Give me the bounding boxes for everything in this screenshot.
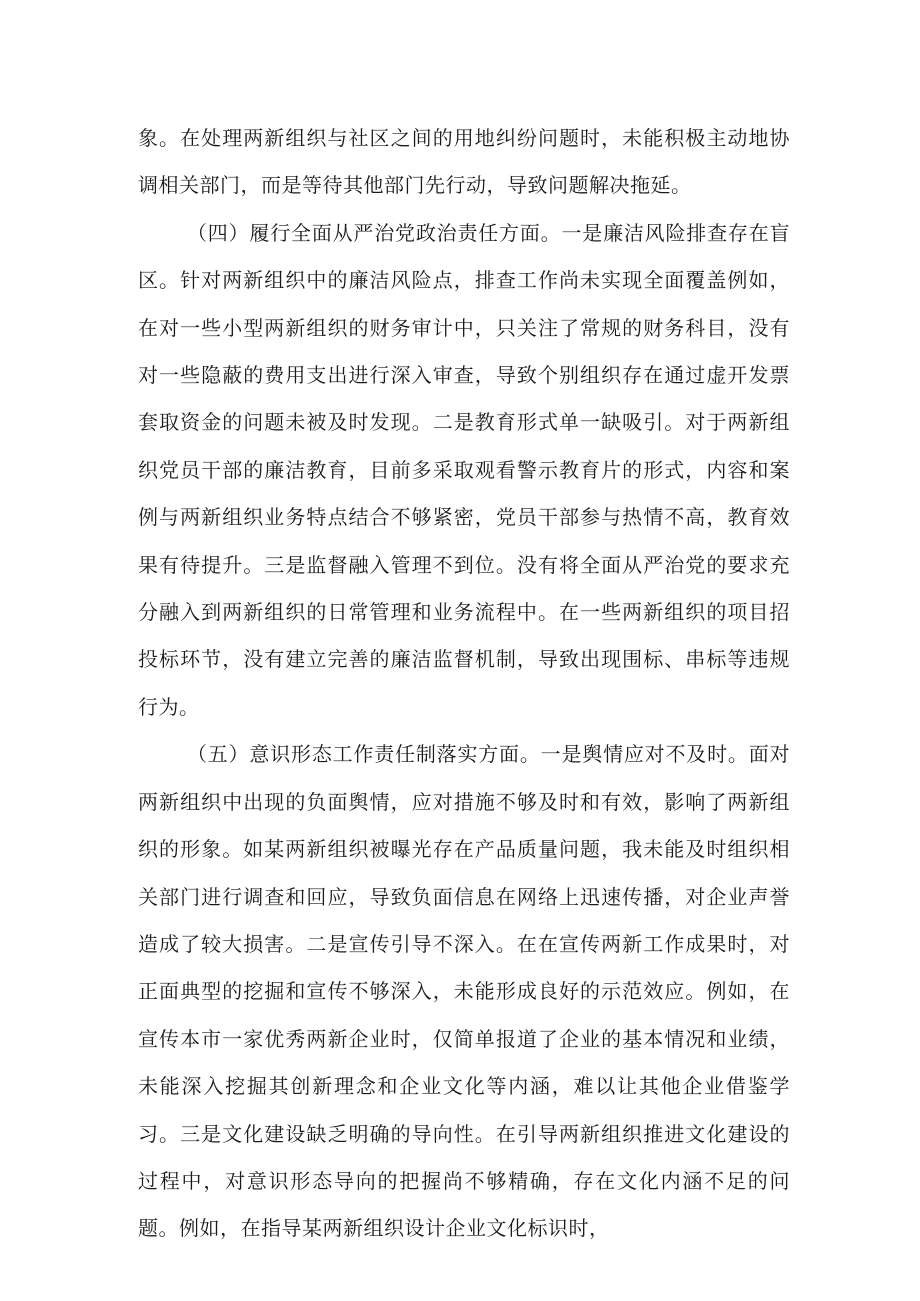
body-text xyxy=(138,115,790,1253)
paragraph-section-four: （四）履行全面从严治党政治责任方面。一是廉洁风险排查存在盲区。针对两新组织中的廉洁风险点，排查工作尚未实现全面覆盖例如，在对一些小型两新组织的财务审计中，只关注了常规的财务科目，没有对一些隐蔽的费用支出进行深入审查，导致个别组织存在通过虚开发票套取资金的问题未被及时发现。二是教育形式单一缺吸引。对于两新组织党员干部的廉洁教育，目前多采取观看警示教育片的形式，内容和案例与两新组织业务特点结合不够紧密，党员干部参与热情不高，教育效果有待提升。三是监督融入管理不到位。没有将全面从严治党的要求充分融入到两新组织的日常管理和业务流程中。在一些两新组织的项目招投标环节，没有建立完善的廉洁监督机制，导致出现围标、串标等违规行为。 xyxy=(138,220,790,719)
paragraph-section-five: （五）意识形态工作责任制落实方面。一是舆情应对不及时。面对两新组织中出现的负面舆情，应对措施不够及时和有效，影响了两新组织的形象。如某两新组织被曝光存在产品质量问题，我未能及时组织相关部门进行调查和回应，导致负面信息在网络上迅速传播，对企业声誉造成了较大损害。二是宣传引导不深入。在在宣传两新工作成果时，对正面典型的挖掘和宣传不够深入，未能形成良好的示范效应。例如，在宣传本市一家优秀两新企业时，仅简单报道了企业的基本情况和业绩，未能深入挖掘其创新理念和企业文化等内涵，难以让其他企业借鉴学习。三是文化建设缺乏明确的导向性。在引导两新组织推进文化建设的过程中，对意识形态导向的把握尚不够精确，存在文化内涵不足的问题。例如，在指导某两新组织设计企业文化标识时， xyxy=(138,742,790,1241)
paragraph-continuation: 象。在处理两新组织与社区之间的用地纠纷问题时，未能积极主动地协调相关部门，而是等待其他部门先行动，导致问题解决拖延。 xyxy=(138,126,790,198)
